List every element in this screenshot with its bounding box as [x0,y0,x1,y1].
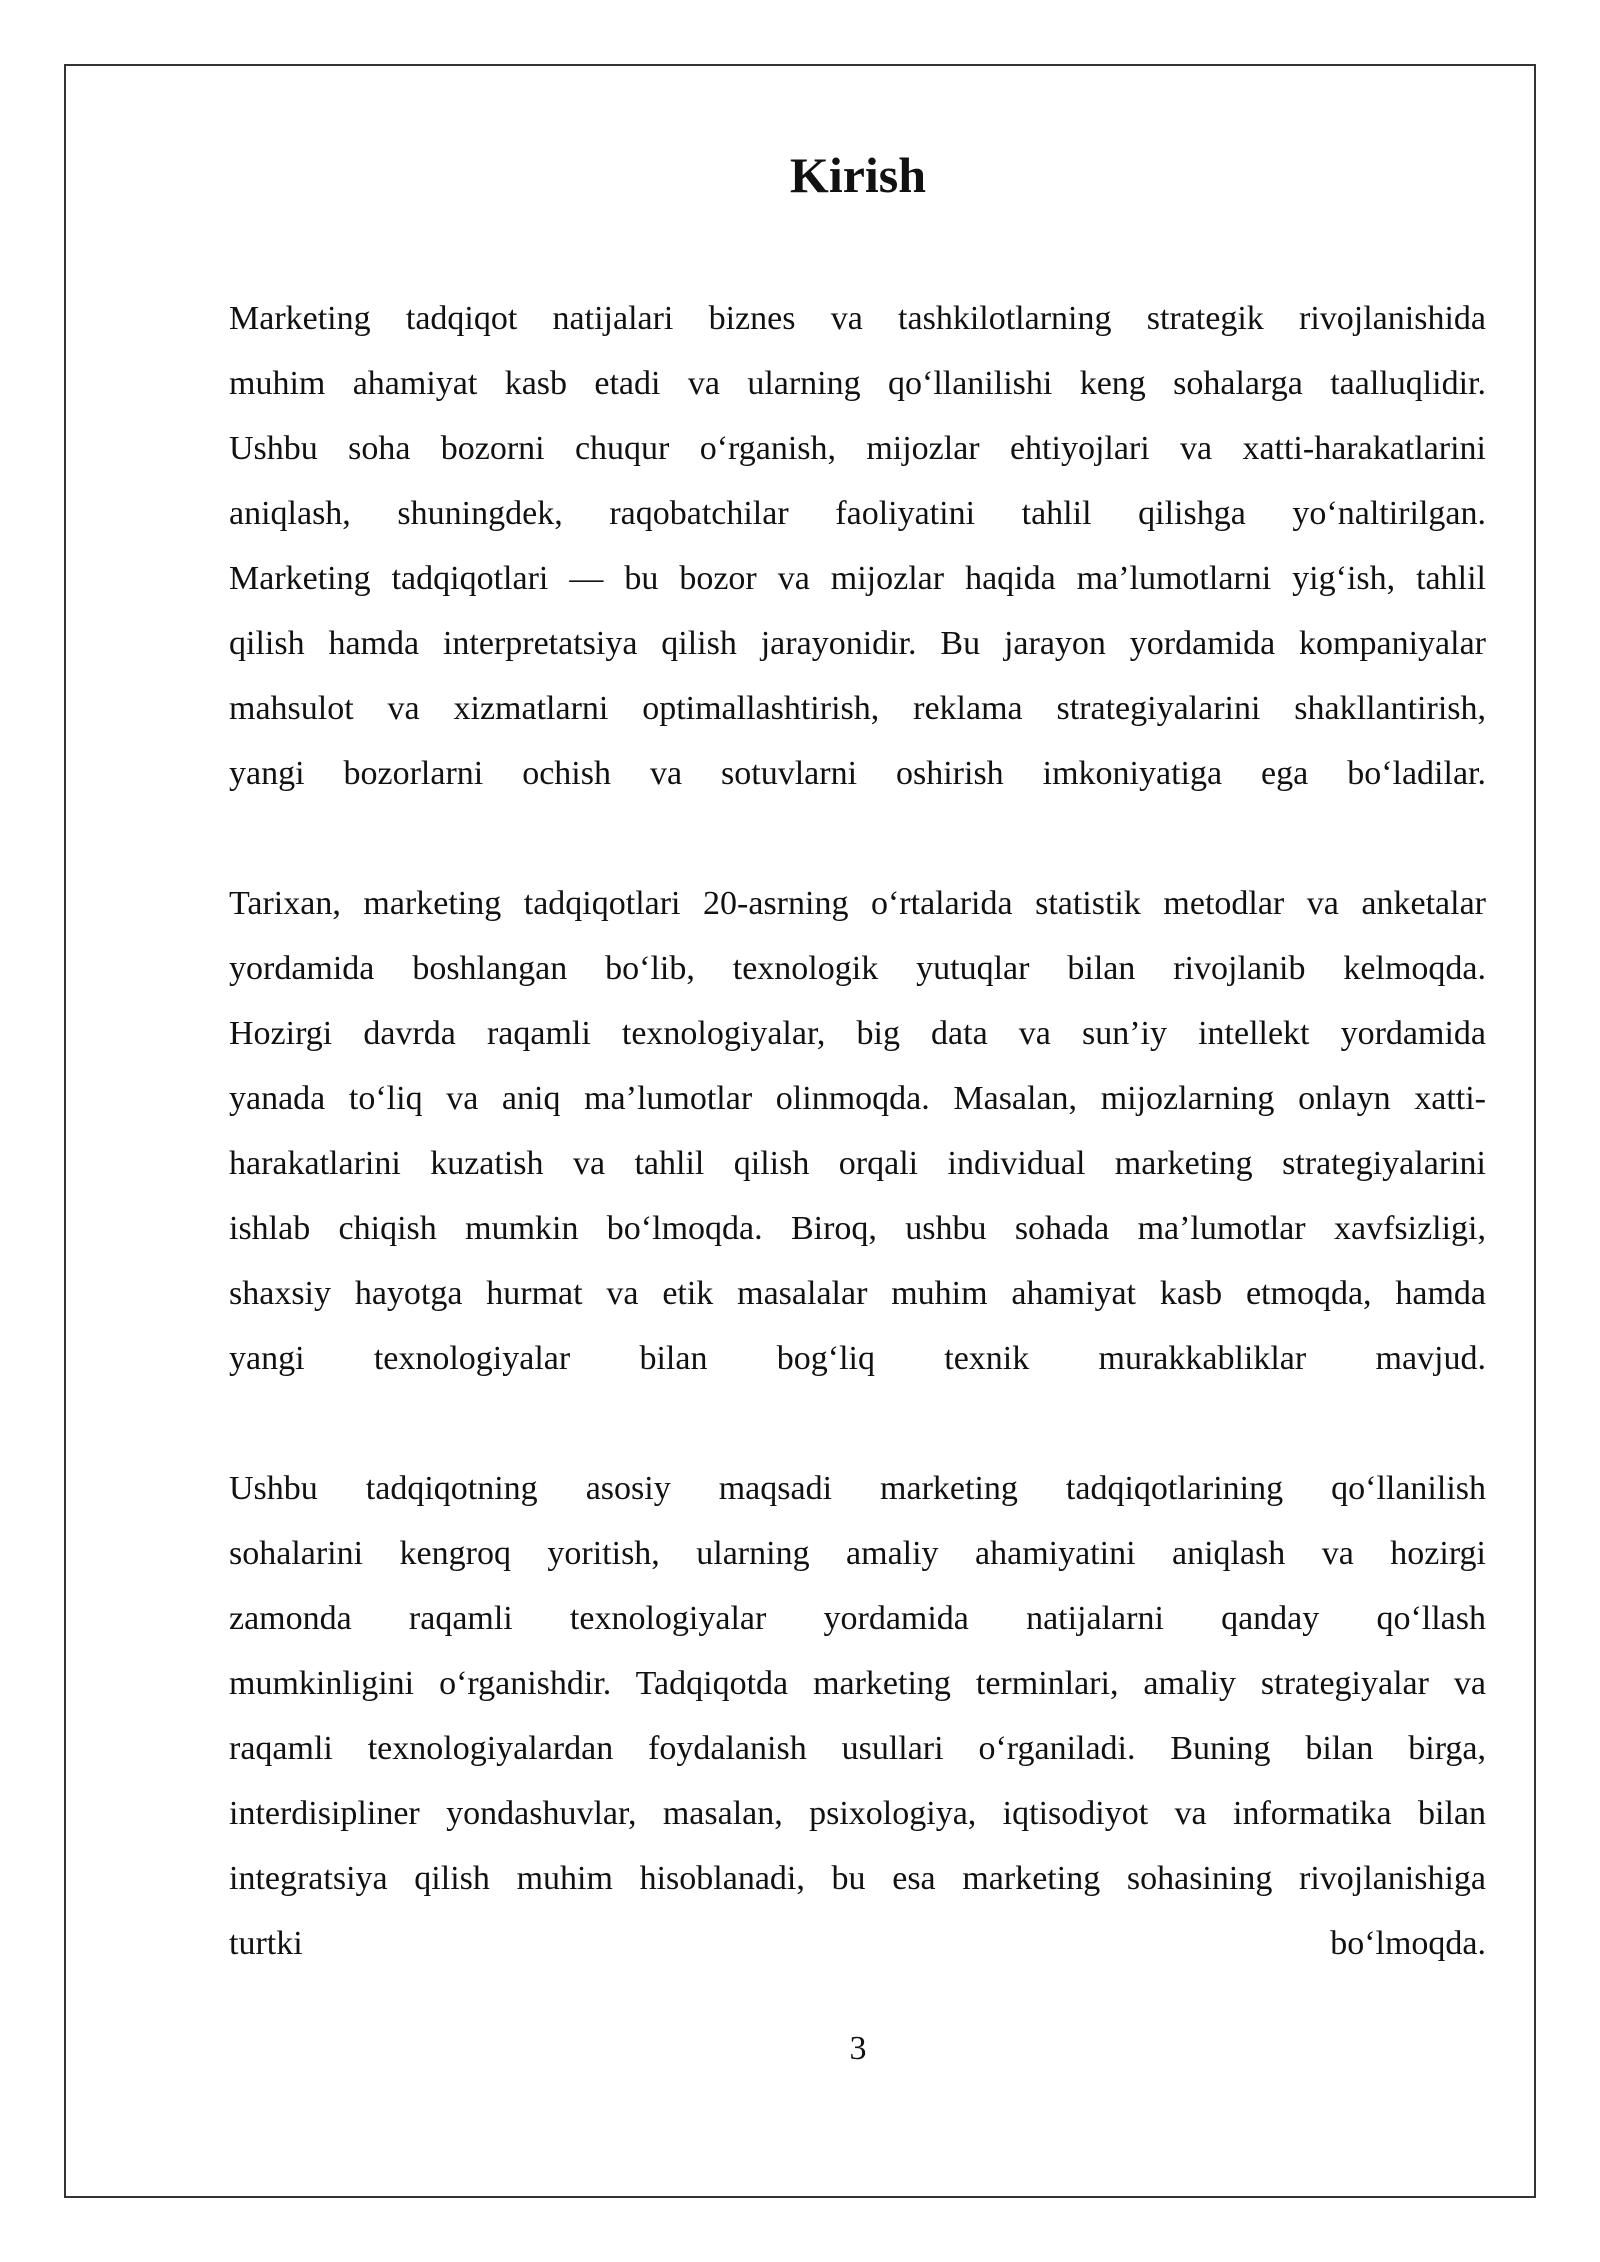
paragraph-line: ishlab chiqish mumkin bo‘lmoqda. Biroq, ushbu sohada ma’lumotlar xavfsizligi, [229,1210,1486,1247]
paragraph-line: yangi texnologiyalar bilan bog‘liq texnik murakkabliklar mavjud. [229,1340,1486,1377]
paragraph-line: Marketing tadqiqot natijalari biznes va tashkilotlarning strategik rivojlanishida [229,300,1486,337]
paragraph-line: yordamida boshlangan bo‘lib, texnologik yutuqlar bilan rivojlanib kelmoqda. [229,950,1486,987]
paragraph-line: zamonda raqamli texnologiyalar yordamida natijalarni qanday qo‘llash [229,1600,1486,1637]
paragraph-goal [229,1456,1486,1976]
paragraph-line: integratsiya qilish muhim hisoblanadi, bu esa marketing sohasining rivojlanishiga [229,1860,1486,1897]
paragraph-line: Ushbu soha bozorni chuqur o‘rganish, mijozlar ehtiyojlari va xatti-harakatlarini [229,430,1486,467]
paragraph-line: mahsulot va xizmatlarni optimallashtirish, reklama strategiyalarini shakllantirish, [229,690,1486,727]
paragraph-line: interdisipliner yondashuvlar, masalan, psixologiya, iqtisodiyot va informatika bilan [229,1795,1486,1832]
paragraph-line: sohalarini kengroq yoritish, ularning amaliy ahamiyatini aniqlash va hozirgi [229,1535,1486,1572]
paragraph-line: shaxsiy hayotga hurmat va etik masalalar muhim ahamiyat kasb etmoqda, hamda [229,1275,1486,1312]
paragraph-line: qilish hamda interpretatsiya qilish jarayonidir. Bu jarayon yordamida kompaniyalar [229,625,1486,662]
page-number: 3 [849,2030,867,2067]
paragraph-history [229,871,1486,1391]
paragraph-line: aniqlash, shuningdek, raqobatchilar faoliyatini tahlil qilishga yo‘naltirilgan. [229,495,1486,532]
paragraph-line: Tarixan, marketing tadqiqotlari 20-asrning o‘rtalarida statistik metodlar va anketalar [229,885,1486,922]
paragraph-line: harakatlarini kuzatish va tahlil qilish orqali individual marketing strategiyalarini [229,1145,1486,1182]
paragraph-line: raqamli texnologiyalardan foydalanish usullari o‘rganiladi. Buning bilan birga, [229,1730,1486,1767]
paragraph-line: yanada to‘liq va aniq ma’lumotlar olinmoqda. Masalan, mijozlarning onlayn xatti- [229,1080,1486,1117]
paragraph-line: mumkinligini o‘rganishdir. Tadqiqotda marketing terminlari, amaliy strategiyalar va [229,1665,1486,1702]
paragraph-line: Ushbu tadqiqotning asosiy maqsadi marketing tadqiqotlarining qo‘llanilish [229,1470,1486,1507]
page-title: Kirish [789,147,927,203]
paragraph-line: turtki bo‘lmoqda. [229,1925,1486,1962]
paragraph-line: Marketing tadqiqotlari — bu bozor va mijozlar haqida ma’lumotlarni yig‘ish, tahlil [229,560,1486,597]
paragraph-intro [229,286,1486,806]
paragraph-line: Hozirgi davrda raqamli texnologiyalar, big data va sun’iy intellekt yordamida [229,1015,1486,1052]
paragraph-line: yangi bozorlarni ochish va sotuvlarni oshirish imkoniyatiga ega bo‘ladilar. [229,755,1486,792]
paragraph-line: muhim ahamiyat kasb etadi va ularning qo‘llanilishi keng sohalarga taalluqlidir. [229,365,1486,402]
